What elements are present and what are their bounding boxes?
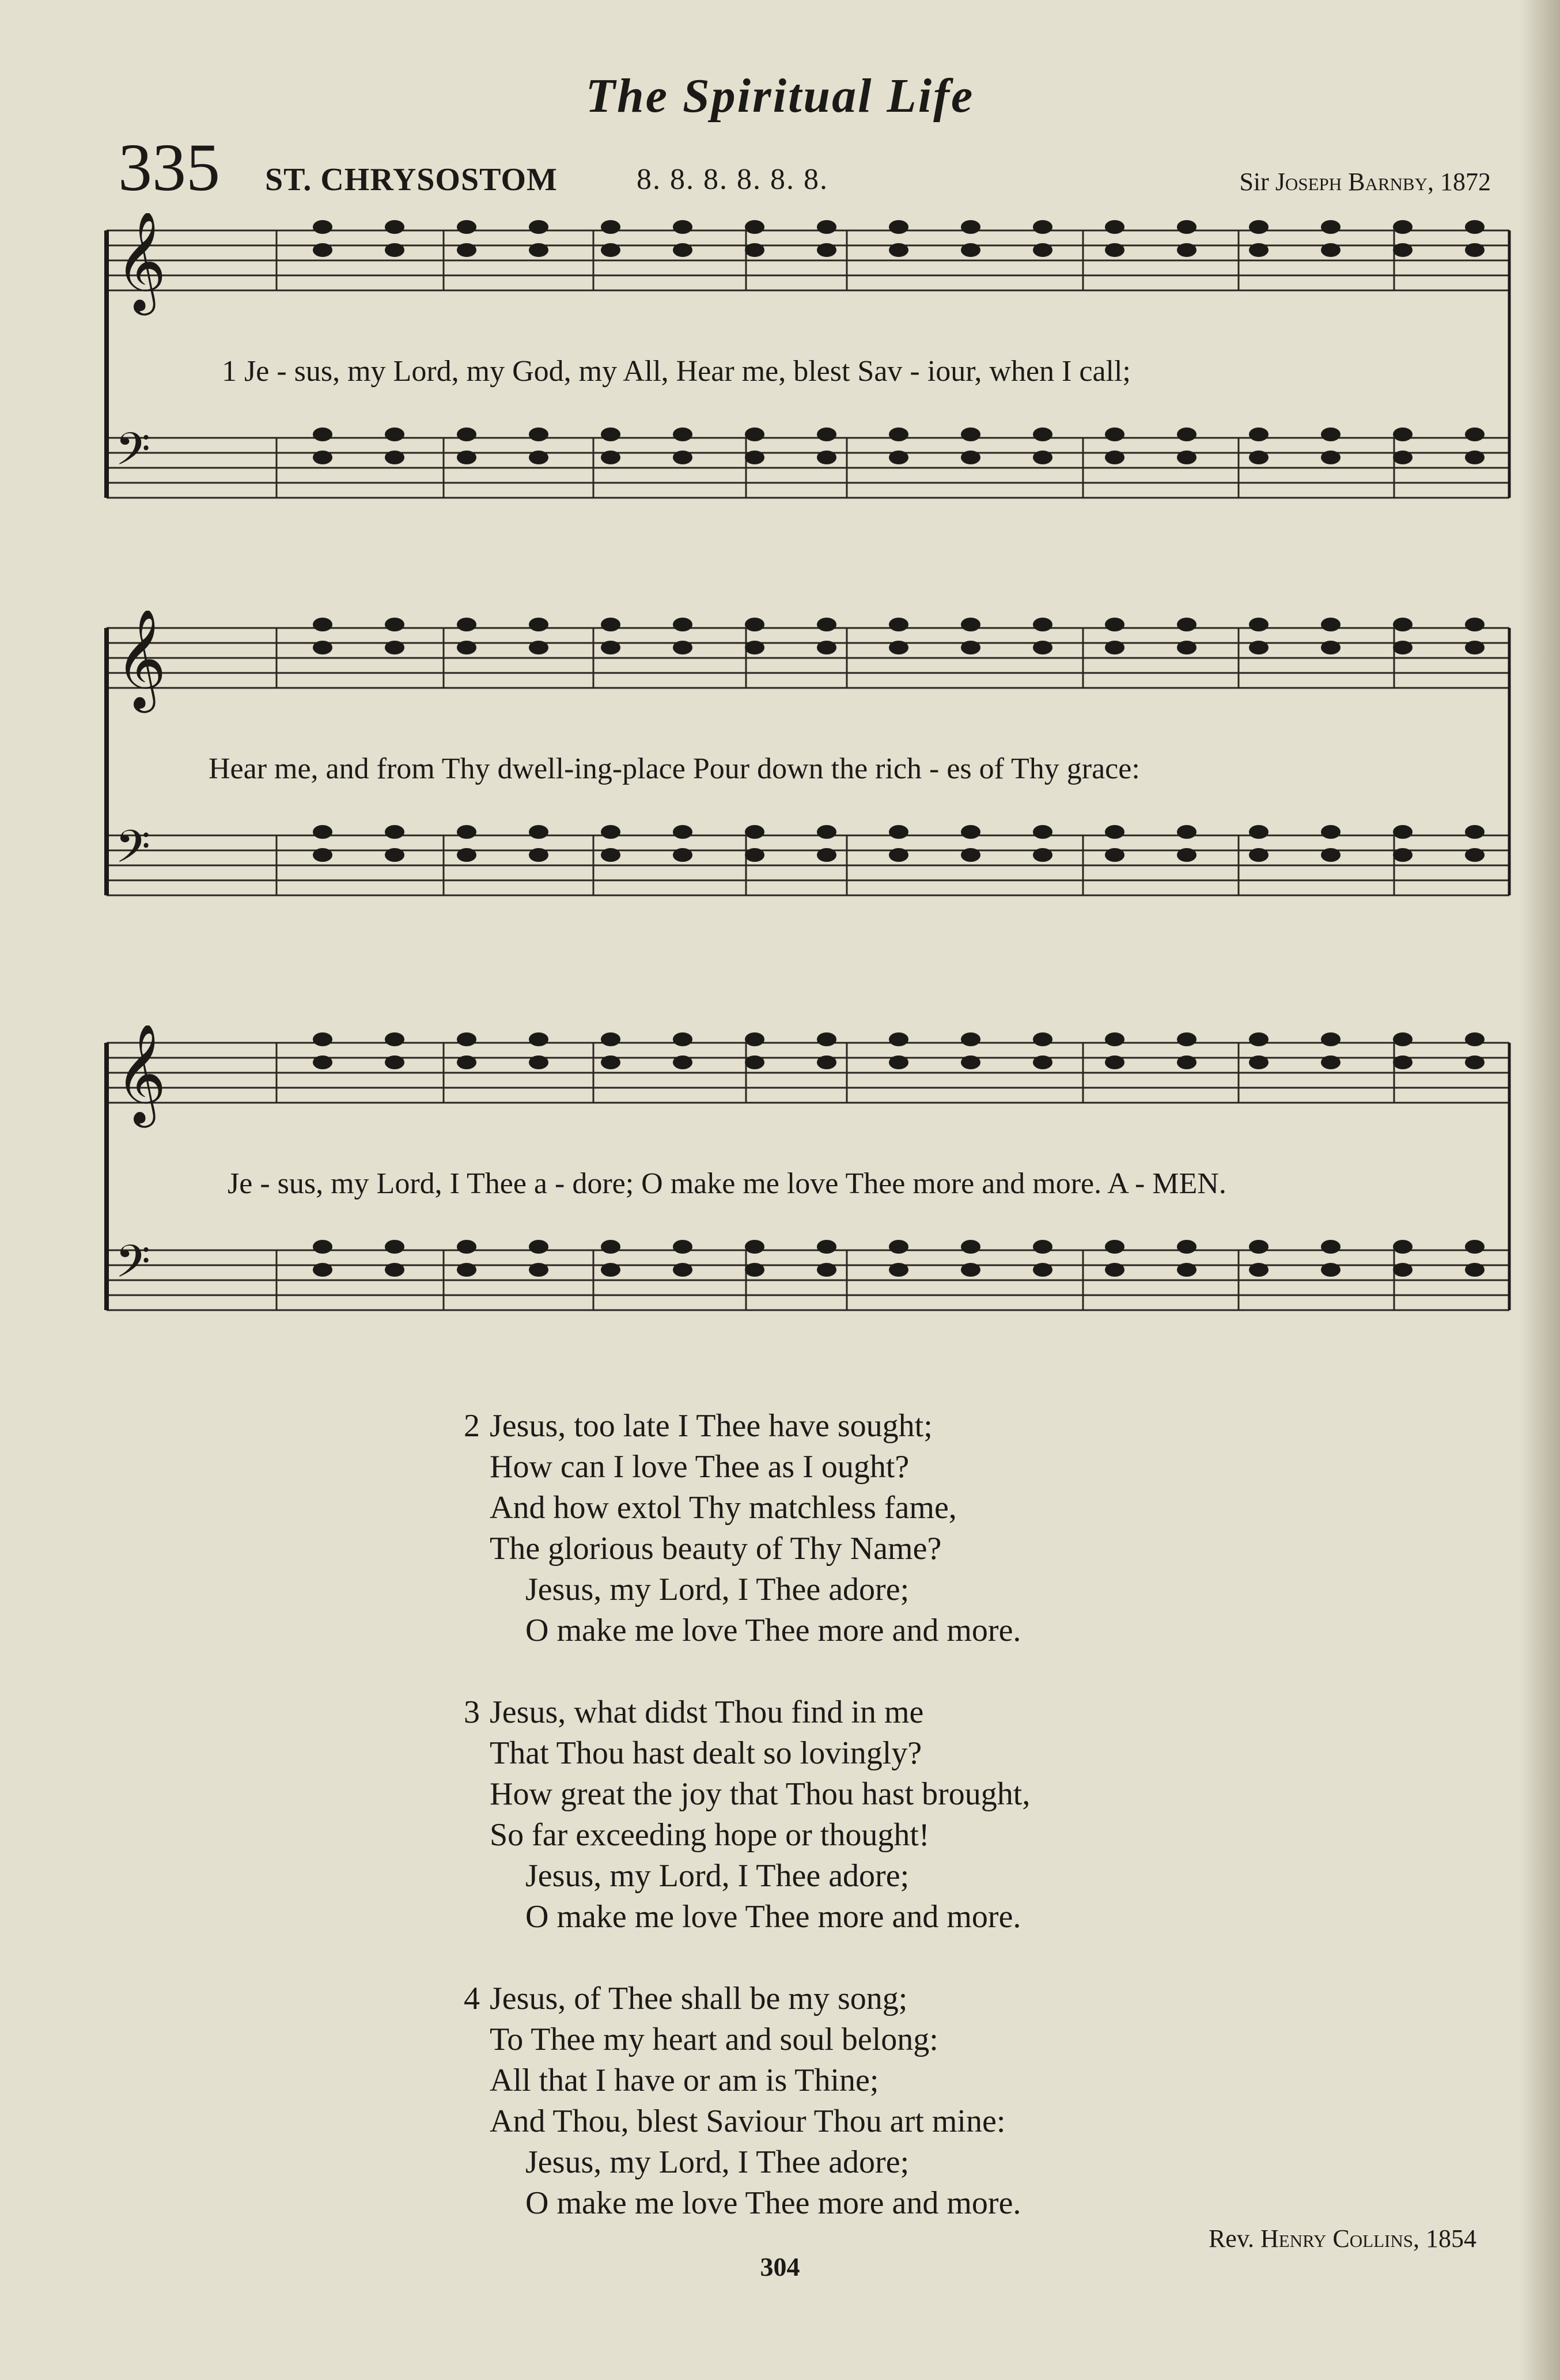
notehead bbox=[601, 1263, 620, 1277]
notehead bbox=[385, 220, 404, 234]
notehead bbox=[889, 641, 908, 654]
author-name: Henry Collins bbox=[1260, 2224, 1413, 2253]
notehead bbox=[457, 1032, 476, 1046]
notehead bbox=[673, 243, 692, 257]
notehead bbox=[1465, 1263, 1485, 1277]
verse-line: How can I love Thee as I ought? bbox=[490, 1449, 910, 1485]
notehead bbox=[1465, 1240, 1485, 1254]
notehead bbox=[1177, 848, 1196, 862]
treble-clef-icon: 𝄞 bbox=[115, 1026, 166, 1123]
verses-block bbox=[464, 1406, 1031, 2265]
notehead bbox=[745, 825, 764, 839]
notehead bbox=[1105, 451, 1124, 464]
notehead bbox=[1393, 427, 1413, 441]
notehead bbox=[673, 825, 692, 839]
notehead bbox=[673, 1055, 692, 1069]
notehead bbox=[1177, 1263, 1196, 1277]
notehead bbox=[385, 1240, 404, 1254]
notehead bbox=[745, 1032, 764, 1046]
lyrics-line-2: Hear me, and from Thy dwell-ing-place Pour down the rich - es of Thy grace: bbox=[209, 752, 1140, 785]
verse-line: Jesus, what didst Thou find in me bbox=[490, 1694, 924, 1730]
notehead bbox=[457, 618, 476, 631]
verse-line: Jesus, of Thee shall be my song; bbox=[490, 1981, 908, 2016]
notehead bbox=[1105, 1032, 1124, 1046]
notehead bbox=[601, 1055, 620, 1069]
notehead bbox=[1249, 451, 1269, 464]
notehead bbox=[1393, 243, 1413, 257]
notehead bbox=[313, 451, 332, 464]
notehead bbox=[601, 1032, 620, 1046]
verse-line: To Thee my heart and soul belong: bbox=[490, 2022, 938, 2057]
notehead bbox=[1321, 427, 1341, 441]
notehead bbox=[1105, 848, 1124, 862]
refrain-line: Jesus, my Lord, I Thee adore; bbox=[525, 2144, 910, 2180]
verse-line: And how extol Thy matchless fame, bbox=[490, 1490, 957, 1526]
notehead bbox=[889, 243, 908, 257]
page-number: 304 bbox=[760, 2252, 800, 2281]
refrain-line: O make me love Thee more and more. bbox=[525, 1613, 1021, 1648]
notehead bbox=[1105, 825, 1124, 839]
notehead bbox=[313, 825, 332, 839]
notehead bbox=[889, 1263, 908, 1277]
notehead bbox=[457, 427, 476, 441]
notehead bbox=[1393, 848, 1413, 862]
notehead bbox=[1033, 220, 1052, 234]
notehead bbox=[817, 848, 836, 862]
notehead bbox=[313, 641, 332, 654]
notehead bbox=[1465, 451, 1485, 464]
verse-3 bbox=[464, 1692, 1031, 1938]
notehead bbox=[1249, 618, 1269, 631]
notehead bbox=[1105, 243, 1124, 257]
notehead bbox=[817, 1032, 836, 1046]
notehead bbox=[1465, 427, 1485, 441]
notehead bbox=[457, 243, 476, 257]
notehead bbox=[673, 220, 692, 234]
notehead bbox=[889, 427, 908, 441]
notehead bbox=[745, 1240, 764, 1254]
notehead bbox=[1321, 220, 1341, 234]
notehead bbox=[745, 451, 764, 464]
notehead bbox=[1177, 1240, 1196, 1254]
notehead bbox=[313, 848, 332, 862]
text-author-credit bbox=[1209, 2224, 1476, 2253]
notehead bbox=[1105, 618, 1124, 631]
notehead bbox=[457, 1263, 476, 1277]
notehead bbox=[1105, 427, 1124, 441]
notehead bbox=[1249, 427, 1269, 441]
notehead bbox=[817, 1240, 836, 1254]
notehead bbox=[817, 618, 836, 631]
notehead bbox=[673, 1263, 692, 1277]
notehead bbox=[313, 243, 332, 257]
notehead bbox=[1321, 848, 1341, 862]
notehead bbox=[961, 220, 980, 234]
notehead bbox=[961, 427, 980, 441]
notehead bbox=[1249, 220, 1269, 234]
notehead bbox=[601, 427, 620, 441]
tune-name: ST. CHRYSOSTOM bbox=[265, 162, 558, 198]
notehead bbox=[1033, 618, 1052, 631]
notehead bbox=[673, 618, 692, 631]
notehead bbox=[889, 1032, 908, 1046]
notehead bbox=[1033, 641, 1052, 654]
notehead bbox=[1105, 1263, 1124, 1277]
treble-clef-icon: 𝄞 bbox=[115, 213, 166, 311]
notehead bbox=[1249, 1055, 1269, 1069]
notehead bbox=[1321, 618, 1341, 631]
notehead bbox=[673, 451, 692, 464]
notehead bbox=[385, 1032, 404, 1046]
notehead bbox=[385, 618, 404, 631]
notehead bbox=[961, 825, 980, 839]
notehead bbox=[1033, 451, 1052, 464]
notehead bbox=[457, 1240, 476, 1254]
refrain-line: O make me love Thee more and more. bbox=[525, 2185, 1021, 2221]
notehead bbox=[529, 848, 548, 862]
notehead bbox=[1465, 641, 1485, 654]
notehead bbox=[889, 1055, 908, 1069]
notehead bbox=[457, 1055, 476, 1069]
notehead bbox=[817, 1263, 836, 1277]
notehead bbox=[601, 220, 620, 234]
notehead bbox=[1177, 1055, 1196, 1069]
notehead bbox=[313, 1032, 332, 1046]
verse-line: All that I have or am is Thine; bbox=[490, 2063, 879, 2098]
notehead bbox=[1105, 641, 1124, 654]
verse-line: How great the joy that Thou hast brought, bbox=[490, 1776, 1031, 1812]
notehead bbox=[673, 427, 692, 441]
notehead bbox=[1177, 451, 1196, 464]
notehead bbox=[601, 618, 620, 631]
notehead bbox=[385, 1055, 404, 1069]
notehead bbox=[1177, 641, 1196, 654]
notehead bbox=[1321, 825, 1341, 839]
bass-clef-icon: 𝄢 bbox=[115, 821, 151, 884]
notehead bbox=[313, 220, 332, 234]
notehead bbox=[1177, 618, 1196, 631]
composer-credit bbox=[1239, 167, 1491, 196]
bass-clef-icon: 𝄢 bbox=[115, 1236, 151, 1299]
notehead bbox=[1177, 220, 1196, 234]
notehead bbox=[385, 641, 404, 654]
notehead bbox=[1177, 825, 1196, 839]
notehead bbox=[1393, 618, 1413, 631]
verse-line: That Thou hast dealt so lovingly? bbox=[490, 1735, 922, 1771]
notehead bbox=[961, 848, 980, 862]
notehead bbox=[889, 825, 908, 839]
notehead bbox=[601, 1240, 620, 1254]
notehead bbox=[1249, 848, 1269, 862]
notehead bbox=[529, 451, 548, 464]
notehead bbox=[1249, 1032, 1269, 1046]
notehead bbox=[601, 641, 620, 654]
notehead bbox=[1321, 1240, 1341, 1254]
verse-number: 3 bbox=[464, 1694, 480, 1730]
notehead bbox=[601, 243, 620, 257]
refrain-line: Jesus, my Lord, I Thee adore; bbox=[525, 1858, 910, 1894]
notehead bbox=[961, 618, 980, 631]
notehead bbox=[889, 1240, 908, 1254]
notehead bbox=[673, 1032, 692, 1046]
notehead bbox=[1465, 243, 1485, 257]
notehead bbox=[385, 848, 404, 862]
notehead bbox=[1465, 825, 1485, 839]
notehead bbox=[385, 1263, 404, 1277]
notehead bbox=[1249, 1240, 1269, 1254]
notehead bbox=[1393, 1240, 1413, 1254]
notehead bbox=[529, 1032, 548, 1046]
notehead bbox=[1465, 848, 1485, 862]
notehead bbox=[889, 220, 908, 234]
notehead bbox=[745, 641, 764, 654]
notehead bbox=[385, 427, 404, 441]
notehead bbox=[1177, 243, 1196, 257]
notehead bbox=[745, 220, 764, 234]
notehead bbox=[1321, 641, 1341, 654]
notehead bbox=[961, 641, 980, 654]
notehead bbox=[817, 243, 836, 257]
notehead bbox=[313, 618, 332, 631]
page-edge-shadow bbox=[1520, 0, 1560, 2380]
notehead bbox=[529, 220, 548, 234]
notehead bbox=[1033, 243, 1052, 257]
notehead bbox=[601, 848, 620, 862]
notehead bbox=[313, 1263, 332, 1277]
notehead bbox=[961, 243, 980, 257]
verse-line: Jesus, too late I Thee have sought; bbox=[490, 1408, 933, 1444]
notehead bbox=[1033, 848, 1052, 862]
notehead bbox=[673, 848, 692, 862]
bass-clef-icon: 𝄢 bbox=[115, 423, 151, 487]
notehead bbox=[1105, 1240, 1124, 1254]
notehead bbox=[601, 825, 620, 839]
notehead bbox=[817, 825, 836, 839]
notehead bbox=[1393, 1055, 1413, 1069]
notehead bbox=[961, 1263, 980, 1277]
notehead bbox=[1393, 451, 1413, 464]
notehead bbox=[961, 1055, 980, 1069]
refrain-line: O make me love Thee more and more. bbox=[525, 1899, 1021, 1935]
notehead bbox=[1177, 1032, 1196, 1046]
notehead bbox=[1393, 220, 1413, 234]
notehead bbox=[745, 1055, 764, 1069]
notehead bbox=[1105, 1055, 1124, 1069]
hymn-number: 335 bbox=[118, 130, 220, 205]
notehead bbox=[1465, 1055, 1485, 1069]
composer-prefix: Sir bbox=[1239, 168, 1275, 196]
section-title: The Spiritual Life bbox=[585, 69, 975, 123]
notehead bbox=[1249, 1263, 1269, 1277]
verse-number: 4 bbox=[464, 1981, 480, 2016]
notehead bbox=[457, 641, 476, 654]
notehead bbox=[385, 451, 404, 464]
treble-clef-icon: 𝄞 bbox=[115, 611, 166, 709]
notehead bbox=[1465, 618, 1485, 631]
notehead bbox=[1105, 220, 1124, 234]
notehead bbox=[1249, 825, 1269, 839]
notehead bbox=[1321, 243, 1341, 257]
notehead bbox=[1465, 220, 1485, 234]
notehead bbox=[1033, 1263, 1052, 1277]
notehead bbox=[745, 618, 764, 631]
notehead bbox=[817, 451, 836, 464]
notehead bbox=[961, 1240, 980, 1254]
notehead bbox=[457, 848, 476, 862]
notehead bbox=[961, 1032, 980, 1046]
notehead bbox=[1033, 825, 1052, 839]
notehead bbox=[1321, 451, 1341, 464]
notehead bbox=[817, 1055, 836, 1069]
refrain-line: Jesus, my Lord, I Thee adore; bbox=[525, 1572, 910, 1607]
notehead bbox=[961, 451, 980, 464]
verse-line: And Thou, blest Saviour Thou art mine: bbox=[490, 2103, 1006, 2139]
notehead bbox=[889, 451, 908, 464]
music-system-1 bbox=[0, 213, 1560, 536]
notehead bbox=[745, 848, 764, 862]
notehead bbox=[745, 427, 764, 441]
music-system-3 bbox=[0, 1026, 1560, 1348]
notehead bbox=[1033, 1055, 1052, 1069]
notehead bbox=[817, 220, 836, 234]
author-year: , 1854 bbox=[1413, 2224, 1476, 2253]
notehead bbox=[313, 1240, 332, 1254]
notehead bbox=[673, 641, 692, 654]
notehead bbox=[1033, 1032, 1052, 1046]
notehead bbox=[745, 1263, 764, 1277]
notehead bbox=[313, 427, 332, 441]
lyrics-line-1: 1 Je - sus, my Lord, my God, my All, Hear me, blest Sav - iour, when I call; bbox=[222, 355, 1131, 388]
notehead bbox=[1177, 427, 1196, 441]
verse-number: 2 bbox=[464, 1408, 480, 1444]
notehead bbox=[529, 243, 548, 257]
notehead bbox=[1393, 1263, 1413, 1277]
notehead bbox=[1393, 641, 1413, 654]
notehead bbox=[889, 848, 908, 862]
notehead bbox=[817, 427, 836, 441]
notehead bbox=[1249, 641, 1269, 654]
notehead bbox=[1465, 1032, 1485, 1046]
notehead bbox=[1321, 1032, 1341, 1046]
notehead bbox=[457, 451, 476, 464]
author-prefix: Rev. bbox=[1208, 2224, 1260, 2253]
verse-2 bbox=[464, 1406, 1030, 1651]
music-system-2 bbox=[0, 611, 1560, 933]
notehead bbox=[1033, 1240, 1052, 1254]
notehead bbox=[529, 825, 548, 839]
notehead bbox=[1033, 427, 1052, 441]
verse-4 bbox=[464, 1978, 1030, 2224]
notehead bbox=[1393, 825, 1413, 839]
notehead bbox=[313, 1055, 332, 1069]
notehead bbox=[529, 618, 548, 631]
composer-year: , 1872 bbox=[1428, 168, 1491, 196]
notehead bbox=[529, 1240, 548, 1254]
notehead bbox=[457, 825, 476, 839]
notehead bbox=[1321, 1055, 1341, 1069]
notehead bbox=[385, 825, 404, 839]
notehead bbox=[601, 451, 620, 464]
notehead bbox=[1249, 243, 1269, 257]
notehead bbox=[457, 220, 476, 234]
notehead bbox=[529, 641, 548, 654]
notehead bbox=[529, 427, 548, 441]
meter: 8. 8. 8. 8. 8. 8. bbox=[637, 163, 828, 196]
notehead bbox=[889, 618, 908, 631]
verse-line: So far exceeding hope or thought! bbox=[490, 1817, 930, 1853]
lyrics-line-3: Je - sus, my Lord, I Thee a - dore; O make me love Thee more and more. A - MEN. bbox=[228, 1167, 1226, 1200]
notehead bbox=[1321, 1263, 1341, 1277]
composer-name: Joseph Barnby bbox=[1275, 168, 1428, 196]
notehead bbox=[745, 243, 764, 257]
notehead bbox=[817, 641, 836, 654]
notehead bbox=[673, 1240, 692, 1254]
notehead bbox=[1393, 1032, 1413, 1046]
verse-line: The glorious beauty of Thy Name? bbox=[490, 1531, 942, 1567]
notehead bbox=[529, 1263, 548, 1277]
notehead bbox=[385, 243, 404, 257]
notehead bbox=[529, 1055, 548, 1069]
